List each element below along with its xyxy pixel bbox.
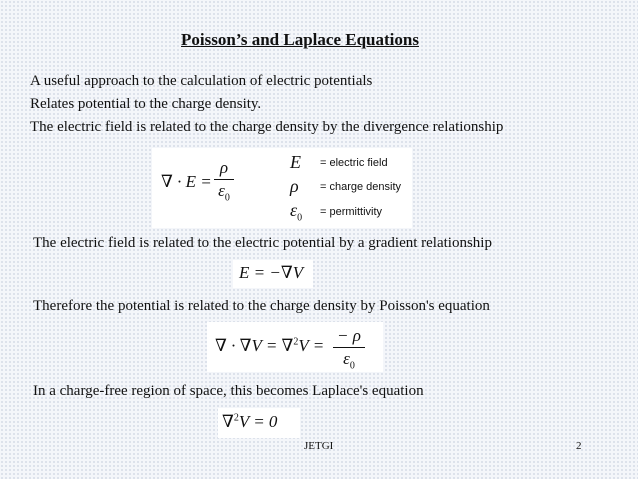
definition-row <box>290 200 382 224</box>
gradient-equation-box <box>233 260 313 288</box>
poisson-fraction <box>333 326 365 371</box>
fraction-numerator: − ρ <box>337 326 361 345</box>
poisson-lhs: ∇ · ∇V = ∇$^2$V = <box>215 336 325 355</box>
poisson-text: Therefore the potential is related to the charge density by Poisson's equation <box>33 298 490 314</box>
gradient-text: The electric field is related to the electric potential by a gradient relationship <box>33 235 492 251</box>
definition-text: = charge density <box>320 180 402 193</box>
definition-symbol: ρ <box>290 176 299 196</box>
intro-line-1: A useful approach to the calculation of electric potentials <box>30 73 373 89</box>
fraction-denominator: $\varepsilon_0$ <box>343 349 355 372</box>
divergence-equation-box <box>152 148 412 228</box>
definition-text: = permittivity <box>320 205 383 218</box>
slide-title: Poisson’s and Laplace Equations <box>181 30 419 49</box>
fraction-bar <box>333 347 365 348</box>
fraction-denominator: $\varepsilon_0$ <box>218 181 230 204</box>
definition-symbol: $\varepsilon_0$ <box>290 200 303 224</box>
definition-symbol: E <box>290 152 301 172</box>
laplace-equation: ∇$^2$V = 0 <box>222 412 278 431</box>
divergence-lhs: ∇ · E = <box>161 172 212 191</box>
laplace-text: In a charge-free region of space, this becomes Laplace's equation <box>33 383 424 399</box>
intro-line-3: The electric field is related to the charge density by the divergence relationship <box>30 119 504 135</box>
divergence-fraction <box>214 158 234 203</box>
fraction-bar <box>214 179 234 180</box>
laplace-equation-box <box>218 408 300 438</box>
poisson-equation-box <box>207 322 383 372</box>
definition-row <box>290 152 388 173</box>
definition-text: = electric field <box>320 156 388 169</box>
fraction-numerator: ρ <box>219 158 229 177</box>
intro-line-2: Relates potential to the charge density. <box>30 96 262 112</box>
footer-label: JETGI <box>304 440 334 452</box>
definition-row <box>290 176 401 197</box>
page-number: 2 <box>576 440 582 452</box>
gradient-equation: E = −∇V <box>239 263 304 282</box>
